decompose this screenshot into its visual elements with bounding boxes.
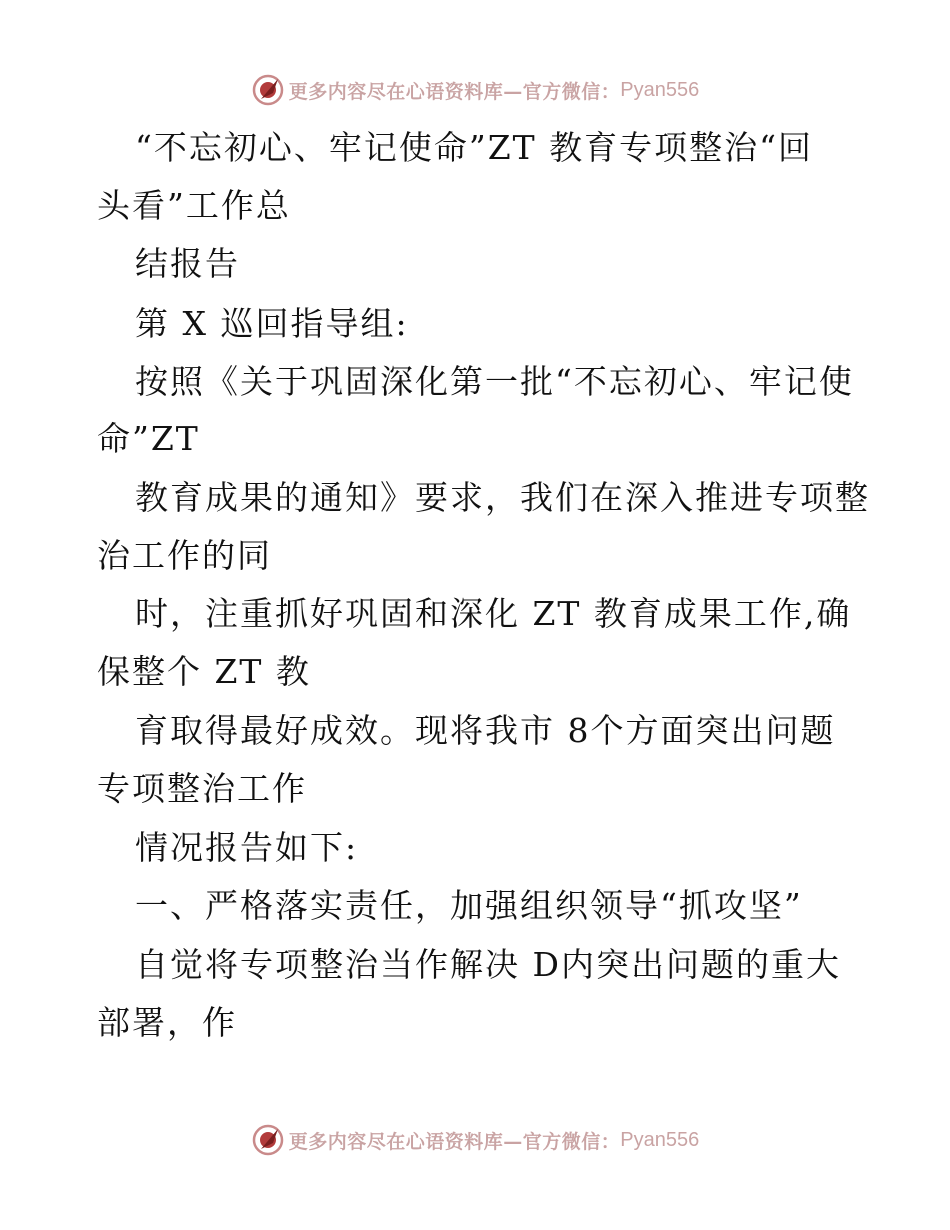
doc-line: 专项整治工作 [97, 769, 307, 808]
doc-line: “不忘初心、牢记使命”ZT 教育专项整治“回 [135, 128, 814, 167]
footer-banner [0, 1120, 950, 1160]
doc-line: 育取得最好成效。现将我市 8个方面突出问题 [135, 711, 836, 750]
banner-wechat-id: Pyan556 [620, 78, 700, 101]
doc-line: 结报告 [135, 244, 240, 283]
doc-line: 保整个 ZT 教 [97, 652, 311, 691]
doc-line: 第 X 巡回指导组: [135, 304, 409, 343]
quill-seal-icon [251, 73, 285, 107]
doc-line: 情况报告如下: [135, 828, 359, 867]
doc-line: 治工作的同 [97, 536, 272, 575]
doc-line: 部署，作 [97, 1003, 237, 1042]
banner-text: 更多内容尽在心语资料库—官方微信： [288, 80, 621, 103]
header-banner [0, 70, 950, 110]
banner-wechat-id: Pyan556 [620, 1128, 700, 1151]
doc-line: 教育成果的通知》要求，我们在深入推进专项整 [135, 478, 870, 517]
banner-text: 更多内容尽在心语资料库—官方微信： [288, 1130, 621, 1153]
doc-line: 头看”工作总 [97, 186, 291, 225]
doc-line: 时，注重抓好巩固和深化 ZT 教育成果工作,确 [135, 594, 852, 633]
doc-line: 一、严格落实责任，加强组织领导“抓攻坚” [135, 886, 803, 925]
doc-line: 命”ZT [97, 419, 200, 458]
doc-line: 自觉将专项整治当作解决 D内突出问题的重大 [135, 945, 841, 984]
doc-line: 按照《关于巩固深化第一批“不忘初心、牢记使 [135, 362, 854, 401]
quill-seal-icon [251, 1123, 285, 1157]
